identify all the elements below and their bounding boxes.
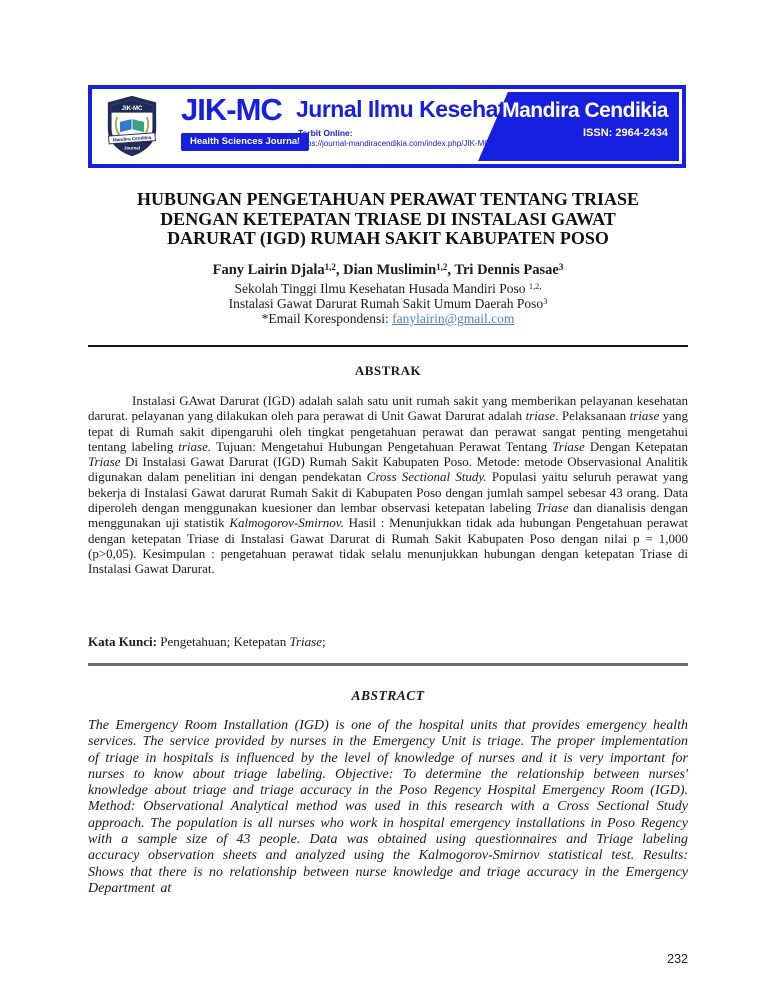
publisher-name: Mandira Cendikia	[502, 99, 668, 122]
affiliation-2: Instalasi Gawat Darurat Rumah Sakit Umum Daerah Poso$^3$	[228, 296, 548, 311]
page-number: 232	[667, 952, 688, 966]
divider-thick	[88, 663, 688, 666]
affiliation-1: Sekolah Tinggi Ilmu Kesehatan Husada Mandiri Poso $^{1,2,}$	[234, 281, 542, 296]
abstract-heading: ABSTRACT	[351, 688, 425, 703]
journal-banner	[88, 85, 686, 168]
keywords-line: Kata Kunci: Pengetahuan; Ketepatan Triase;	[88, 634, 326, 649]
logo-shield-icon	[103, 94, 161, 159]
article-title-line-1: HUBUNGAN PENGETAHUAN PERAWAT TENTANG TRIASE	[136, 189, 640, 209]
terbit-online-label: Terbit Online:	[298, 128, 353, 138]
issn-number: ISSN: 2964-2434	[583, 127, 668, 139]
journal-name: Jurnal Ilmu Kesehatan	[296, 96, 531, 122]
journal-acronym: JIK-MC	[181, 92, 282, 127]
acronym-tagline: Health Sciences Journal	[181, 133, 309, 151]
abstrak-body: Instalasi GAwat Darurat (IGD) adalah salah satu unit rumah sakit yang memberikan pelayanan kesehatan darurat. pelayanan yang dilakukan oleh para perawat di Unit Gawat Darurat adalah triase. Pelaksanaan triase yang tepat di Rumah sakit dipengaruhi oleh tingkat pengetahuan perawat dan perawat sangat penting mengetahui tentang labeling triase. Tujuan: Mengetahui Hubungan Pengetahuan Perawat Tentang Triase Dengan Ketepatan Triase Di Instalasi Gawat Darurat (IGD) Rumah Sakit Kabupaten Poso. Metode: metode Observasional Analitik digunakan dalam penelitian ini dengan pendekatan Cross Sectional Study. Populasi yaitu seluruh perawat yang bekerja di Instalasi Gawat darurat Rumah Sakit di Kabupaten Poso dengan jumlah sampel sebesar 43 orang. Data diperoleh dengan menggunakan kuesioner dan lembar observasi ketepatan labeling Triase dan dianalisis dengan menggunakan uji statistik Kalmogorov-Smirnov. Hasil : Menunjukkan tidak ada hubungan Pengetahuan perawat dengan ketepatan Triase di Instalasi Gawat Darurat di Rumah Sakit Kabupaten Poso dengan nilai p = 1,000 (p>0,05). Kesimpulan : pengetahuan perawat tidak selalu menunjukkan hubungan dengan ketepatan Triase di Instalasi Gawat Darurat.	[88, 393, 688, 577]
abstract-body: The Emergency Room Installation (IGD) is one of the hospital units that provides emergency health services. The service provided by nurses in the Emergency Unit is triage. The proper implementation of triage in hospitals is influenced by the level of knowledge of nurses and it is very important for nurses to know about triage labeling. Objective: To determine the relationship between nurses' knowledge about triage and triage accuracy in the Poso Regency Hospital Emergency Room (IGD). Method: Observational Analytical method was used in this research with a Cross Sectional Study approach. The population is all nurses who work in hospital emergency installations in Poso Regency with a sample size of 43 people. Data was obtained using questionnaires and Triage labeling accuracy observation sheets and analyzed using the Kalmogorov-Smirnov statistical test. Results: Shows that there is no relationship between nurse knowledge and triage accuracy in the Emergency Department at	[88, 718, 688, 896]
logo-bottom-label: Journal	[123, 145, 141, 151]
email-link[interactable]: fanylairin@gmail.com	[392, 311, 515, 326]
abstrak-heading: ABSTRAK	[354, 363, 422, 378]
email-line	[88, 311, 688, 327]
banner-inner	[95, 92, 679, 161]
journal-url: https://journal-mandiracendikia.com/index.php/JIK-MC	[298, 139, 491, 148]
article-title-line-3: DARURAT (IGD) RUMAH SAKIT KABUPATEN POSO	[167, 228, 609, 249]
article-title	[88, 190, 688, 249]
email-label: *Email Korespondensi:	[261, 311, 393, 326]
article-title-line-2: DENGAN KETEPATAN TRIASE DI INSTALASI GAWAT	[160, 208, 616, 229]
divider-thin	[88, 345, 688, 347]
logo-ribbon-label: Mandira Cendikia	[112, 134, 152, 143]
authors-line: Fany Lairin Djala$^{1,2}$, Dian Muslimin$^{1,2}$, Tri Dennis Pasae$^3$	[212, 261, 564, 278]
logo-shield-label: JIK-MC	[121, 105, 143, 112]
